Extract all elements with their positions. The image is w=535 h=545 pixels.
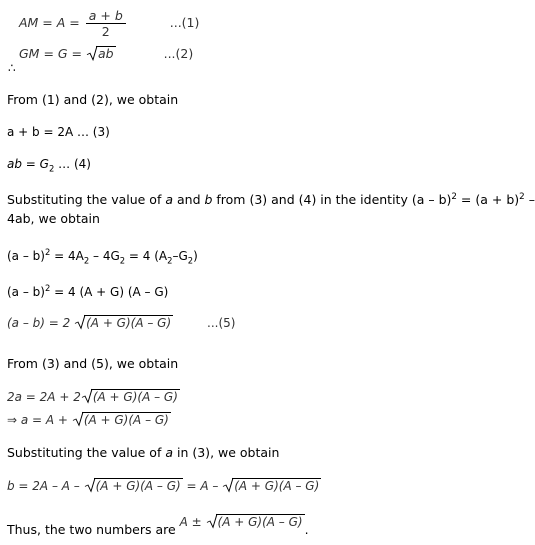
radicand: (A + G)(A – G) — [234, 479, 320, 493]
eq5-r3: = 4 (A — [125, 249, 168, 263]
radical-sign-icon — [82, 389, 92, 403]
eq6-sup: 2 — [44, 283, 51, 293]
eq8-lhs: 2a = 2A + 2 — [7, 390, 81, 404]
equation-4 — [7, 157, 91, 174]
paragraph-from-1-and-2: From (1) and (2), we obtain — [7, 92, 179, 107]
radical-sign-icon — [207, 514, 217, 528]
paragraph-substituting-a-b — [7, 191, 535, 207]
equation-factored — [7, 283, 169, 299]
eq10-lhs: b = 2A – A – — [7, 479, 84, 493]
radicand: (A + G)(A – G) — [83, 413, 169, 427]
p2-d: b — [204, 192, 213, 207]
equation-tag-5: ...(5) — [207, 316, 236, 330]
p2-b: a — [165, 192, 174, 207]
eq4-post: … (4) — [54, 157, 91, 171]
equation-3-text: a + b = 2A … (3) — [7, 125, 110, 139]
p5-answer — [180, 515, 305, 529]
equation-expansion — [7, 247, 198, 266]
sqrt-product — [73, 412, 171, 426]
sqrt-product — [75, 315, 173, 329]
p2-f: = (a + b) — [456, 192, 520, 207]
equation-5 — [7, 315, 235, 329]
p5-b: A ± — [179, 515, 206, 529]
radicand: (A + G)(A – G) — [95, 479, 181, 493]
radicand: (A + G)(A – G) — [92, 390, 178, 404]
eq5-s2: 2 — [119, 255, 126, 266]
gm-lhs: GM = G = — [19, 46, 83, 61]
eq5-rest: = 4A — [50, 249, 84, 263]
sqrt-ab — [87, 46, 116, 61]
radicand: (A + G)(A – G) — [217, 515, 303, 529]
sqrt-product-2 — [223, 478, 321, 492]
eq10-mid: = A – — [182, 479, 223, 493]
eq5-sup: 2 — [44, 247, 51, 257]
equation-2a — [7, 389, 180, 403]
p4-c: in (3), we obtain — [173, 445, 280, 460]
equation-tag-1: ...(1) — [169, 15, 200, 30]
eq5-s3: 2 — [167, 255, 173, 266]
equation-b-value — [7, 478, 321, 492]
sqrt-product-1 — [85, 478, 183, 492]
radical-sign-icon — [87, 46, 97, 61]
eq9-lhs: ⇒ a = A + — [7, 413, 72, 427]
p4-b: a — [165, 445, 174, 460]
p2-a: Substituting the value of — [7, 192, 166, 207]
am-lhs: AM = A = — [19, 15, 80, 30]
fraction-denominator: 2 — [101, 24, 110, 39]
eq5-s1: 2 — [83, 255, 90, 266]
p5-a: Thus, the two numbers are — [7, 522, 180, 537]
eq7-lhs: (a – b) = 2 — [7, 316, 71, 330]
radical-sign-icon — [85, 478, 95, 492]
radicand: (A + G)(A – G) — [86, 316, 172, 330]
eq5-r4: –G — [172, 249, 188, 263]
equation-am — [19, 8, 199, 39]
eq6-rest: = 4 (A + G) (A – G) — [50, 285, 169, 299]
fraction-a-plus-b-over-2 — [86, 8, 126, 39]
radicand: ab — [98, 46, 114, 61]
p2-g: – — [524, 192, 535, 207]
eq4-subscript: 2 — [48, 163, 55, 174]
eq6-lhs: (a – b) — [7, 285, 45, 299]
radical-sign-icon — [73, 412, 83, 426]
radical-sign-icon — [75, 315, 85, 329]
eq5-r2: – 4G — [89, 249, 120, 263]
sqrt-product — [82, 389, 180, 403]
paragraph-conclusion — [7, 515, 309, 537]
p5-c: . — [304, 522, 309, 537]
eq4-g: G — [39, 157, 49, 171]
eq5-s4: 2 — [187, 255, 194, 266]
p2-sup2: 2 — [519, 191, 525, 202]
p2-sup1: 2 — [451, 191, 457, 202]
paragraph-substituting-line2: 4ab, we obtain — [7, 211, 100, 226]
paragraph-from-3-and-5: From (3) and (5), we obtain — [7, 356, 179, 371]
p2-e: from (3) and (4) in the identity (a – b) — [212, 192, 452, 207]
eq5-r5: ) — [193, 249, 198, 263]
fraction-numerator: a + b — [86, 8, 126, 24]
sqrt-product — [207, 514, 305, 528]
equation-3 — [7, 126, 110, 138]
radical-sign-icon — [223, 478, 233, 492]
eq4-pre: ab = — [7, 157, 40, 171]
p2-c: and — [173, 192, 205, 207]
equation-tag-2: ...(2) — [163, 46, 194, 61]
therefore-symbol: ∴ — [8, 61, 16, 75]
equation-a-value — [7, 412, 171, 426]
equation-gm — [19, 46, 193, 61]
eq5-lhs: (a – b) — [7, 249, 45, 263]
paragraph-substituting-a — [7, 447, 279, 460]
p4-a: Substituting the value of — [7, 445, 166, 460]
